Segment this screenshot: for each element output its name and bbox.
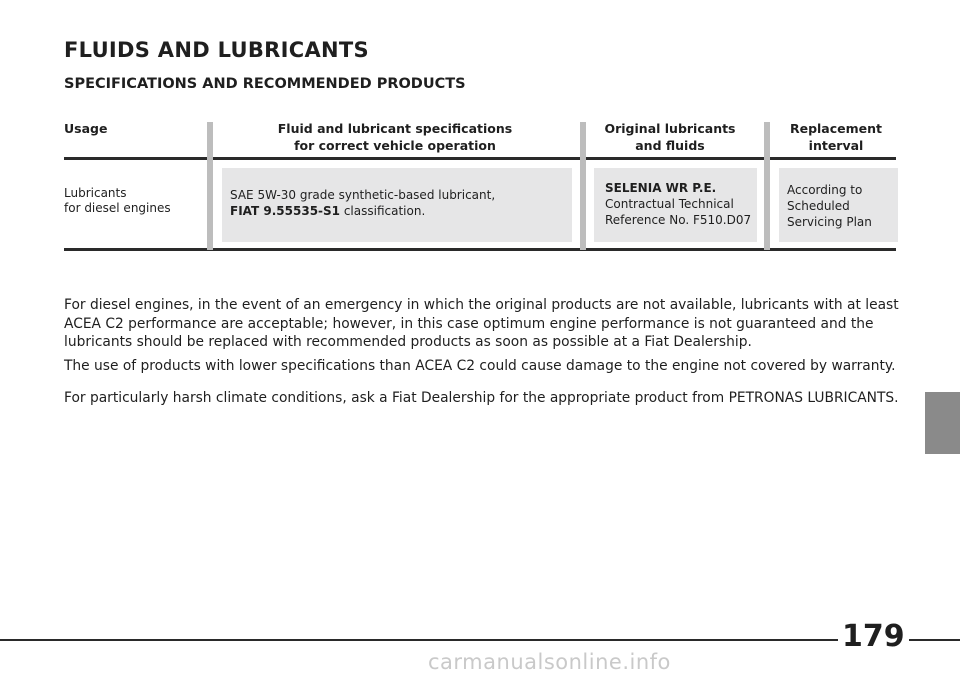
column-divider	[580, 122, 586, 250]
header-orig-line1: Original lubricants	[604, 121, 736, 136]
paragraph-emergency: For diesel engines, in the event of an emergency in which the original products are not available, lubricants with at least ACEA C2 performance are acceptable; however, in this case optimum engine performance is not guaranteed and the lubricants should be replaced with recommended products as soon as possible at a Fiat Dealership.	[64, 297, 899, 350]
usage-line2: for diesel engines	[64, 201, 171, 215]
repl-line1: According to	[787, 183, 863, 197]
header-usage: Usage	[64, 121, 108, 136]
repl-line3: Servicing Plan	[787, 215, 872, 229]
table-header-rule	[64, 157, 896, 160]
paragraph-climate: For particularly harsh climate conditions, ask a Fiat Dealership for the appropriate product from PETRONAS LUBRICANTS.	[64, 390, 899, 406]
section-side-tab	[925, 392, 960, 454]
spec-line2	[230, 203, 495, 219]
original-product-text	[605, 180, 751, 228]
replacement-text	[787, 182, 872, 230]
header-replacement-interval	[776, 120, 896, 154]
header-orig-line2: and fluids	[635, 138, 705, 153]
product-line2: Contractual Technical	[605, 197, 734, 211]
header-repl-line2: interval	[808, 138, 864, 153]
header-repl-line1: Replacement	[789, 121, 883, 136]
section-subtitle: SPECIFICATIONS AND RECOMMENDED PRODUCTS	[64, 76, 466, 92]
usage-line1: Lubricants	[64, 186, 127, 200]
spec-suffix: classification.	[340, 204, 426, 218]
header-original-products	[590, 120, 750, 154]
column-divider	[764, 122, 770, 250]
watermark: carmanualsonline.info	[428, 650, 671, 674]
product-name: SELENIA WR P.E.	[605, 181, 717, 195]
header-spec-line2: for correct vehicle operation	[294, 138, 496, 153]
paragraph-warranty: The use of products with lower specifications than ACEA C2 could cause damage to the engine not covered by warranty.	[64, 358, 896, 374]
spec-line1: SAE 5W-30 grade synthetic-based lubricant,	[230, 188, 496, 202]
repl-line2: Scheduled	[787, 199, 850, 213]
footer-rule	[0, 639, 960, 641]
header-spec-line1: Fluid and lubricant specifications	[277, 121, 513, 136]
header-specifications	[220, 120, 570, 154]
usage-cell	[64, 186, 171, 216]
spec-text	[230, 187, 495, 219]
table-bottom-rule	[64, 248, 896, 251]
spec-code: FIAT 9.55535-S1	[230, 204, 341, 218]
page-title: FLUIDS AND LUBRICANTS	[64, 38, 369, 62]
page-number: 179	[838, 619, 909, 655]
product-reference: Reference No. F510.D07	[605, 213, 752, 227]
column-divider	[207, 122, 213, 250]
